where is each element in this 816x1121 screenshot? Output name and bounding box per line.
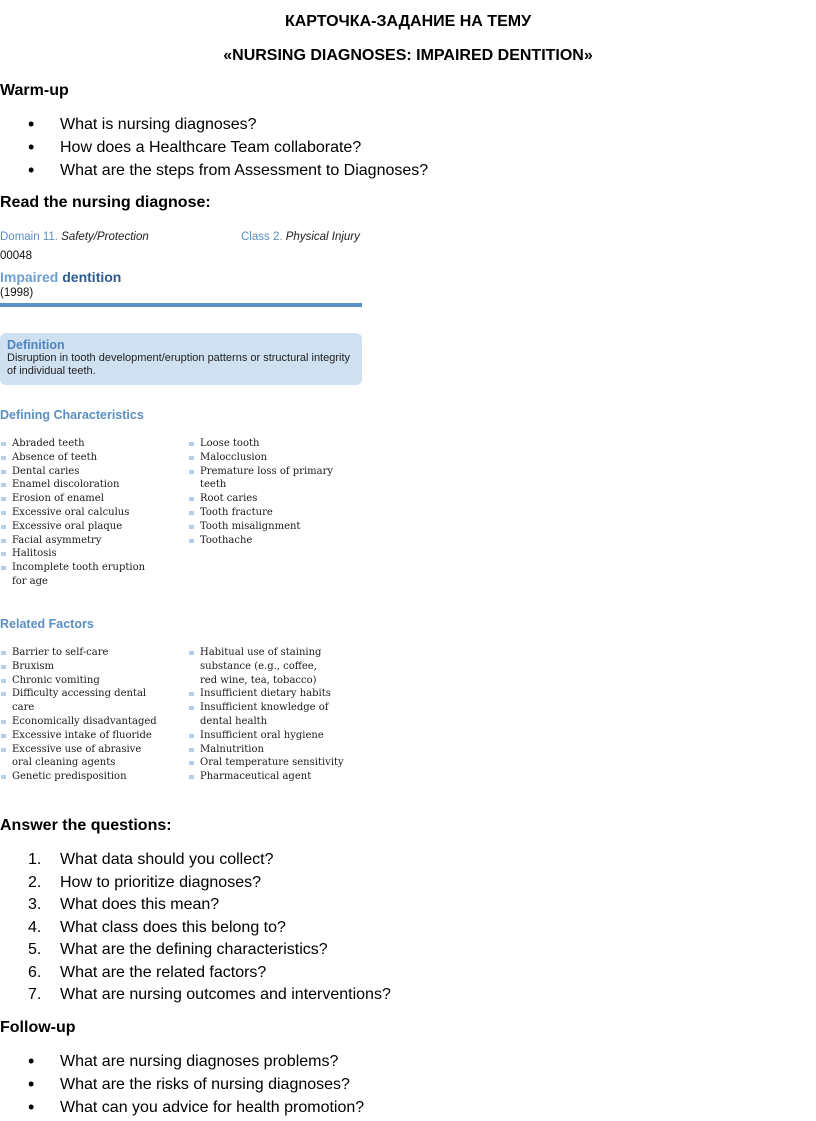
list-item: Toothache (188, 534, 348, 548)
list-item: Excessive use of abrasive oral cleaning agents (0, 743, 162, 771)
list-item: Facial asymmetry (0, 534, 180, 548)
answer-heading: Answer the questions: (0, 817, 172, 834)
related-factors-title: Related Factors (0, 617, 94, 631)
list-item: Malocclusion (188, 451, 348, 465)
defining-left-list (0, 437, 180, 589)
diagnosis-code: 00048 (0, 250, 32, 262)
list-item: Excessive intake of fluoride (0, 729, 162, 743)
list-item: • What can you advice for health promotion? (0, 1096, 364, 1119)
list-item: Dental caries (0, 465, 180, 479)
list-item: Bruxism (0, 660, 162, 674)
page-title-line2: «NURSING DIAGNOSES: IMPAIRED DENTITION» (223, 47, 593, 64)
page-title-line1: КАРТОЧКА-ЗАДАНИЕ НА ТЕМУ (284, 13, 532, 30)
list-item: 1. What data should you collect? (28, 851, 274, 868)
list-item: Enamel discoloration (0, 478, 180, 492)
followup-list (0, 1050, 364, 1119)
domain-value: Safety/Protection (61, 231, 149, 243)
read-heading: Read the nursing diagnose: (0, 194, 211, 211)
definition-box (0, 333, 362, 385)
list-item: 6. What are the related factors? (28, 963, 267, 981)
list-item: Insufficient knowledge of dental health (188, 701, 340, 729)
list-item: • What is nursing diagnoses? (0, 113, 428, 136)
related-left-list (0, 646, 162, 784)
list-item: 4. What class does this belong to? (28, 918, 286, 936)
diagnosis-title-light: Impaired (0, 269, 59, 285)
list-item: Habitual use of staining substance (e.g., coffee, red wine, tea, tobacco) (188, 646, 335, 687)
domain-class-row (0, 231, 370, 243)
definition-title: Definition (7, 338, 65, 352)
definition-text: Disruption in tooth development/eruption patterns or structural integrity of individual teeth. (7, 352, 351, 377)
list-item: 7. What are nursing outcomes and interventions? (28, 986, 391, 1003)
list-item: Excessive oral calculus (0, 506, 180, 520)
domain-label: Domain 11. (0, 231, 58, 243)
warmup-heading: Warm-up (0, 82, 69, 99)
list-item: Loose tooth (188, 437, 348, 451)
list-item: • What are the steps from Assessment to Diagnoses? (0, 159, 428, 182)
list-item: • What are nursing diagnoses problems? (0, 1050, 364, 1073)
followup-heading: Follow-up (0, 1019, 76, 1036)
list-item: Economically disadvantaged (0, 715, 162, 729)
list-item: • How does a Healthcare Team collaborate? (0, 136, 428, 159)
answer-list (0, 849, 391, 1007)
list-item: Erosion of enamel (0, 492, 180, 506)
related-right-list (188, 646, 350, 784)
list-item: Pharmaceutical agent (188, 770, 350, 784)
list-item: 2. How to prioritize diagnoses? (28, 873, 261, 891)
diagnosis-title (0, 269, 121, 285)
diagnosis-year: (1998) (0, 287, 34, 299)
list-item: Premature loss of primary teeth (188, 465, 335, 493)
list-item: Tooth misalignment (188, 520, 348, 534)
list-item: Abraded teeth (0, 437, 180, 451)
list-item: Genetic predisposition (0, 770, 162, 784)
list-item: Excessive oral plaque (0, 520, 180, 534)
list-item: Chronic vomiting (0, 674, 162, 688)
list-item: Tooth fracture (188, 506, 348, 520)
list-item: Difficulty accessing dental care (0, 687, 162, 715)
list-item: Absence of teeth (0, 451, 180, 465)
list-item: Barrier to self-care (0, 646, 162, 660)
list-item: Root caries (188, 492, 348, 506)
diagnosis-title-dark: dentition (62, 269, 122, 285)
defining-right-list (188, 437, 348, 547)
title-divider (0, 303, 362, 307)
list-item: Malnutrition (188, 743, 350, 757)
list-item: 3. What does this mean? (28, 896, 220, 913)
list-item: Insufficient oral hygiene (188, 729, 350, 743)
class-label: Class 2. (241, 231, 283, 243)
nanda-diagnosis-image (0, 225, 370, 795)
class-value: Physical Injury (285, 231, 360, 243)
defining-characteristics-title: Defining Characteristics (0, 408, 144, 422)
warmup-list (0, 113, 428, 182)
list-item: Oral temperature sensitivity (188, 756, 350, 770)
list-item: Halitosis (0, 547, 180, 561)
list-item: Insufficient dietary habits (188, 687, 350, 701)
list-item: • What are the risks of nursing diagnoses? (0, 1073, 364, 1096)
list-item: Incomplete tooth eruption for age (0, 561, 152, 589)
list-item: 5. What are the defining characteristics? (28, 941, 328, 958)
